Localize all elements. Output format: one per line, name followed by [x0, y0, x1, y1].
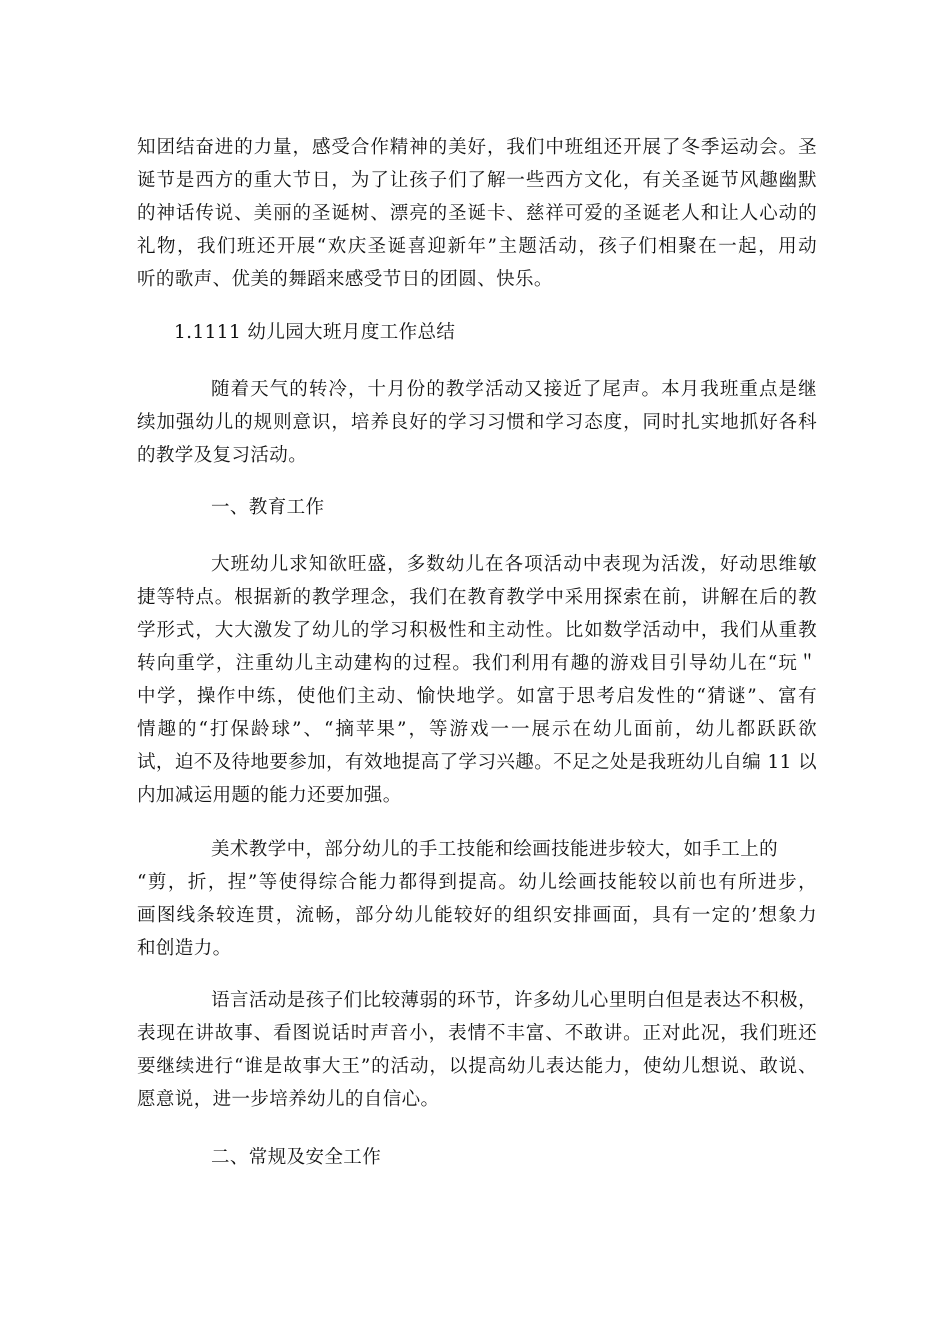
- text-line: 诞节是西方的重大节日，为了让孩子们了解一些西方文化，有关圣诞节风趣幽默: [137, 170, 817, 191]
- text-line: 转向重学，注重幼儿主动建构的过程。我们利用有趣的游戏目引导幼儿在“玩＂: [137, 653, 817, 674]
- text-line: 的教学及复习活动。: [137, 445, 308, 466]
- text-line: 内加减运用题的能力还要加强。: [137, 785, 402, 806]
- paragraph-math-teaching: [137, 548, 817, 812]
- text-line: 捷等特点。根据新的教学理念，我们在教育教学中采用探索在前，讲解在后的教: [137, 587, 817, 608]
- text-line: 学形式，大大激发了幼儿的学习积极性和主动性。比如数学活动中，我们从重教: [137, 620, 817, 641]
- heading-text: 一、教育工作: [211, 497, 325, 518]
- text-line: 听的歌声、优美的舞蹈来感受节日的团圆、快乐。: [137, 269, 553, 290]
- text-line: 续加强幼儿的规则意识，培养良好的学习习惯和学习态度，同时扎实地抓好各科: [137, 412, 817, 433]
- paragraph-language-activities: [137, 984, 817, 1116]
- text-line: 表现在讲故事、看图说话时声音小，表情不丰富、不敢讲。正对此况，我们班还: [137, 1023, 817, 1044]
- text-line: 中学，操作中练，使他们主动、愉快地学。如富于思考启发性的“猜谜”、富有: [137, 686, 817, 707]
- text-line: 试，迫不及待地要参加，有效地提高了学习兴趣。不足之处是我班幼儿自编 11 以: [137, 752, 817, 773]
- text-line: 的神话传说、美丽的圣诞树、漂亮的圣诞卡、慈祥可爱的圣诞老人和让人心动的: [137, 203, 817, 224]
- heading-text: 二、常规及安全工作: [211, 1147, 382, 1168]
- text-line: 随着天气的转冷，十月份的教学活动又接近了尾声。本月我班重点是继: [211, 379, 817, 400]
- paragraph-intro: [137, 373, 817, 472]
- paragraph-christmas-activities: [137, 131, 817, 296]
- text-line: 情趣的“打保龄球”、“摘苹果”，等游戏一一展示在幼儿面前，幼儿都跃跃欲: [137, 719, 817, 740]
- text-line: 知团结奋进的力量，感受合作精神的美好，我们中班组还开展了冬季运动会。圣: [137, 137, 817, 158]
- text-line: “剪，折，捏”等使得综合能力都得到提高。幼儿绘画技能较以前也有所进步，: [137, 872, 817, 893]
- paragraph-art-teaching: [137, 833, 817, 965]
- heading-text: 1.1111 幼儿园大班月度工作总结: [174, 322, 456, 343]
- text-line: 礼物，我们班还开展“欢庆圣诞喜迎新年”主题活动，孩子们相聚在一起，用动: [137, 236, 817, 257]
- heading-routine-safety: [137, 1141, 817, 1174]
- text-line: 和创造力。: [137, 938, 232, 959]
- text-line: 愿意说，进一步培养幼儿的自信心。: [137, 1089, 440, 1110]
- heading-education-work: [137, 491, 817, 524]
- section-title: [137, 316, 817, 349]
- text-line: 画图线条较连贯，流畅，部分幼儿能较好的组织安排画面，具有一定的’想象力: [137, 905, 817, 926]
- text-line: 语言活动是孩子们比较薄弱的环节，许多幼儿心里明白但是表达不积极，: [211, 990, 817, 1011]
- text-line: 要继续进行“谁是故事大王”的活动，以提高幼儿表达能力，使幼儿想说、敢说、: [137, 1056, 817, 1077]
- text-line: 大班幼儿求知欲旺盛，多数幼儿在各项活动中表现为活泼，好动思维敏: [211, 554, 817, 575]
- text-line: 美术教学中，部分幼儿的手工技能和绘画技能进步较大，如手工上的: [211, 839, 779, 860]
